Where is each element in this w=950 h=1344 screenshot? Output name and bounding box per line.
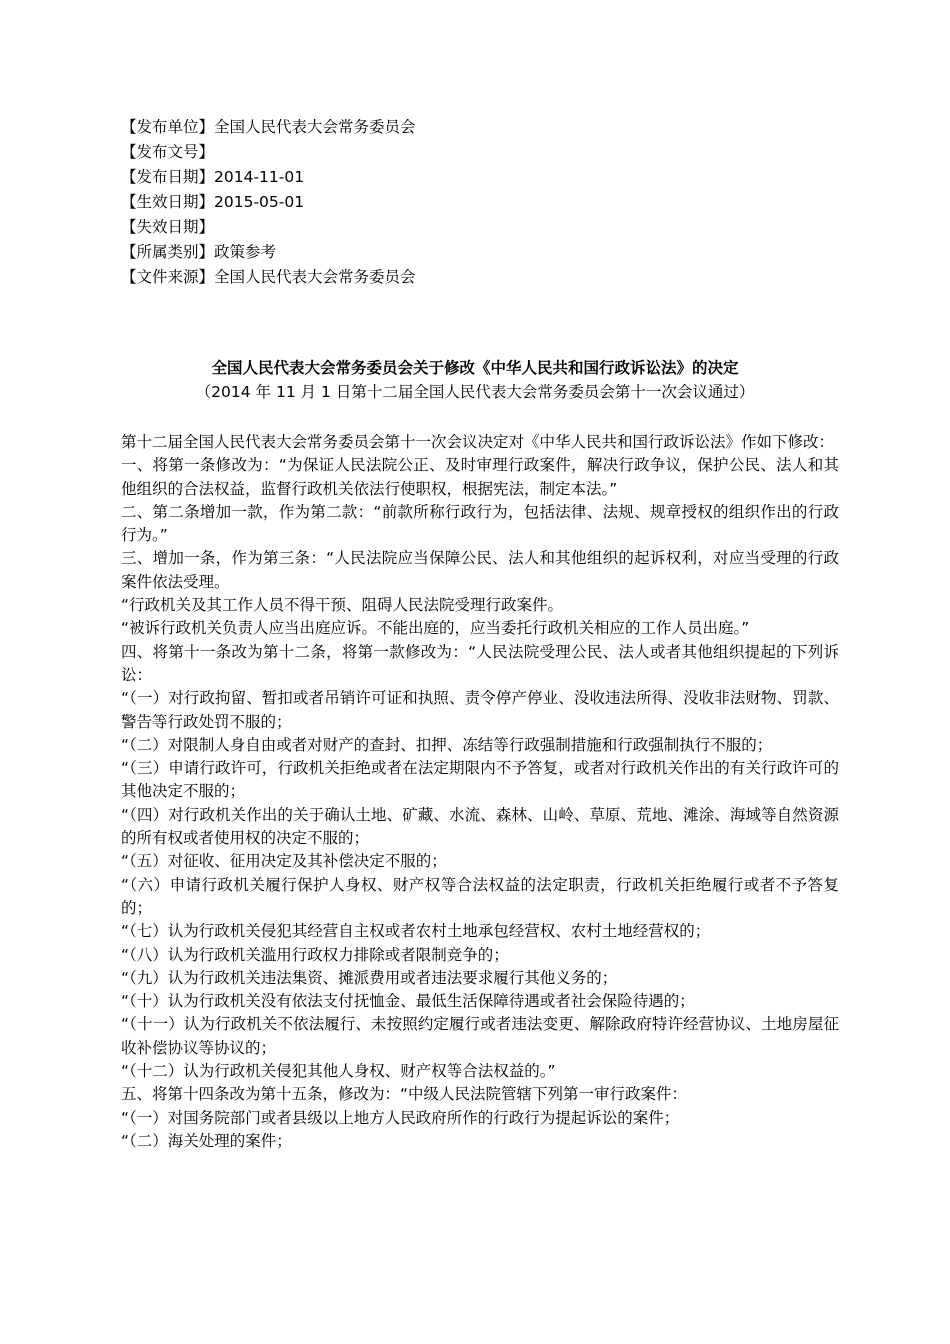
meta-issue-date: 【发布日期】2014-11-01 [121,168,305,186]
meta-effective-date: 【生效日期】2015-05-01 [121,193,305,211]
paragraph: “（十一）认为行政机关不依法履行、未按照约定履行或者违法变更、解除政府特许经营协议、土地房屋征收补偿协议等协议的； [121,1015,839,1057]
paragraph: “（二）海关处理的案件； [121,1131,292,1150]
meta-doc-number: 【发布文号】 [121,143,215,161]
paragraph: 五、将第十四条改为第十五条，修改为：“中级人民法院管辖下列第一审行政案件： [121,1085,688,1104]
paragraph: 四、将第十一条改为第十二条，将第一款修改为：“人民法院受理公民、法人或者其他组织提起的下列诉讼： [121,642,839,684]
paragraph: “（一）对国务院部门或者县级以上地方人民政府所作的行政行为提起诉讼的案件； [121,1108,680,1127]
paragraph: “（九）认为行政机关违法集资、摊派费用或者违法要求履行其他义务的； [121,968,618,987]
paragraph: “（十二）认为行政机关侵犯其他人身权、财产权等合法权益的。” [121,1062,556,1081]
paragraph: “（一）对行政拘留、暂扣或者吊销许可证和执照、责令停产停业、没收违法所得、没收非法财物、罚款、警告等行政处罚不服的； [121,689,839,731]
meta-category: 【所属类别】政策参考 [121,243,277,261]
document-title: 全国人民代表大会常务委员会关于修改《中华人民共和国行政诉讼法》的决定 [211,359,739,377]
metadata-block [121,115,841,290]
meta-expiry-date: 【失效日期】 [121,218,215,236]
paragraph: 一、将第一条修改为：“为保证人民法院公正、及时审理行政案件，解决行政争议，保护公民、法人和其他组织的合法权益，监督行政机关依法行使职权，根据宪法，制定本法。” [121,456,839,498]
paragraph: “（七）认为行政机关侵犯其经营自主权或者农村土地承包经营权、农村土地经营权的； [121,922,711,941]
document-body [121,431,839,1153]
paragraph: 第十二届全国人民代表大会常务委员会第十一次会议决定对《中华人民共和国行政诉讼法》作如下修改： [121,433,835,451]
document-subtitle: （2014 年 11 月 1 日第十二届全国人民代表大会常务委员会第十一次会议通过） [195,383,755,401]
paragraph: “（五）对征收、征用决定及其补偿决定不服的； [121,852,447,871]
paragraph: 三、增加一条，作为第三条：“人民法院应当保障公民、法人和其他组织的起诉权利，对应当受理的行政案件依法受理。 [121,549,839,591]
paragraph: “（二）对限制人身自由或者对财产的查封、扣押、冻结等行政强制措施和行政强制执行不服的； [121,735,773,754]
paragraph: “（三）申请行政许可，行政机关拒绝或者在法定期限内不予答复，或者对行政机关作出的有关行政许可的其他决定不服的； [121,759,839,801]
paragraph: “被诉行政机关负责人应当出庭应诉。不能出庭的，应当委托行政机关相应的工作人员出庭。” [121,619,750,638]
paragraph: “（十）认为行政机关没有依法支付抚恤金、最低生活保障待遇或者社会保险待遇的； [121,992,695,1011]
paragraph: “（四）对行政机关作出的关于确认土地、矿藏、水流、森林、山岭、草原、荒地、滩涂、海域等自然资源的所有权或者使用权的决定不服的； [121,805,839,848]
paragraph: “（六）申请行政机关履行保护人身权、财产权等合法权益的法定职责，行政机关拒绝履行或者不予答复的； [121,875,839,917]
paragraph: “（八）认为行政机关滥用行政权力排除或者限制竞争的； [121,945,509,964]
meta-issuer: 【发布单位】全国人民代表大会常务委员会 [121,118,416,136]
paragraph: “行政机关及其工作人员不得干预、阻碍人民法院受理行政案件。 [121,596,564,615]
paragraph: 二、第二条增加一款，作为第二款：“前款所称行政行为，包括法律、法规、规章授权的组织作出的行政行为。” [121,502,839,545]
meta-source: 【文件来源】全国人民代表大会常务委员会 [121,268,416,286]
